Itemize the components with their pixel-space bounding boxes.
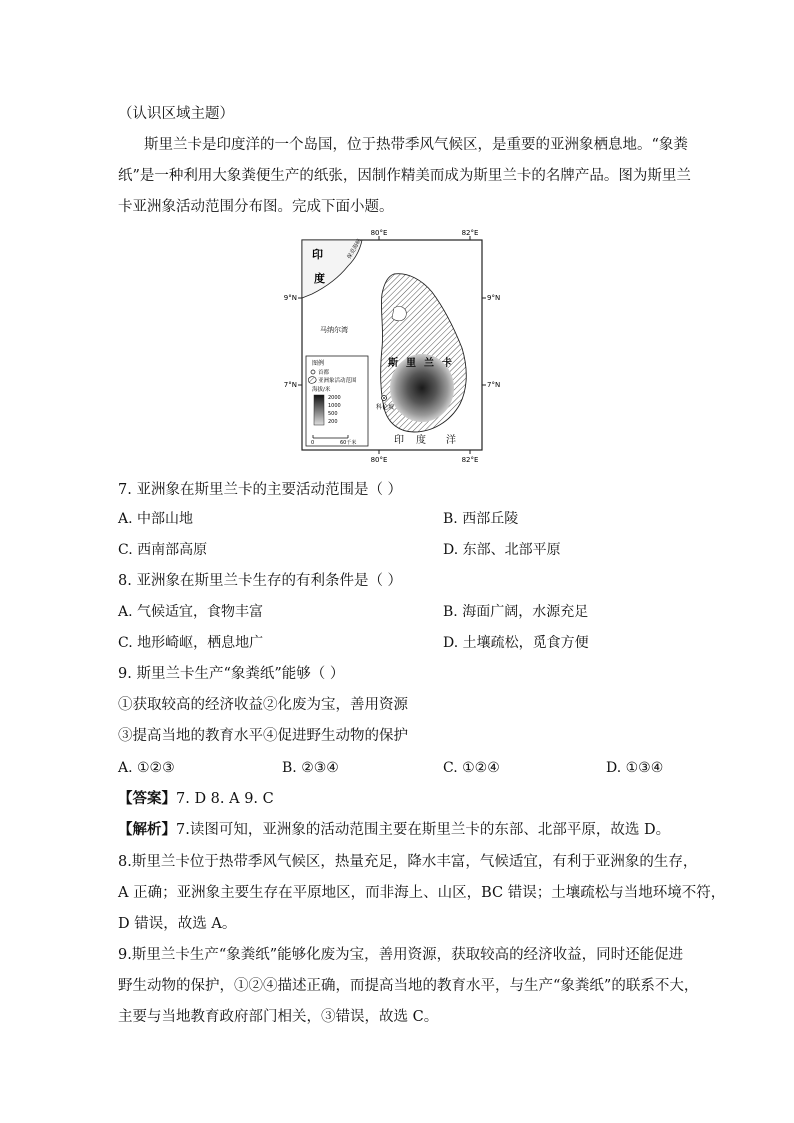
elev-200: 200: [328, 419, 338, 425]
intro-line-2: 纸”是一种利用大象粪便生产的纸张，因制作精美而成为斯里兰卡的名牌产品。图为斯里兰: [118, 168, 691, 184]
country-label-1: 斯: [388, 358, 398, 369]
q7-option-c: C. 西南部高原: [118, 542, 208, 558]
q7-stem: 7. 亚洲象在斯里兰卡的主要活动范围是（ ）: [118, 482, 403, 498]
analysis-line-7: 主要与当地教育政府部门相关，③错误，故选 C。: [118, 1009, 439, 1025]
ocean-label-2: 度: [416, 435, 426, 446]
india-label-2: 度: [314, 272, 325, 285]
elevation-scale-bar: [314, 395, 324, 425]
ocean-label-1: 印: [394, 435, 404, 446]
q8-stem: 8. 亚洲象在斯里兰卡生存的有利条件是（ ）: [118, 573, 403, 589]
analysis-line-6: 野生动物的保护，①②④描述正确，而提高当地的教育水平，与生产“象粪纸”的联系不大，: [118, 978, 699, 994]
q8-option-c: C. 地形崎岖，栖息地广: [118, 635, 264, 651]
answer-label: 【答案】: [118, 790, 176, 807]
elev-1000: 1000: [328, 403, 341, 409]
intro-line-3: 卡亚洲象活动范围分布图。完成下面小题。: [118, 199, 394, 215]
lat-label-7-right: 7°N: [487, 381, 501, 389]
answer-row: [118, 789, 274, 809]
elev-500: 500: [328, 411, 338, 417]
legend-title: 图例: [312, 360, 325, 367]
lat-label-9-left: 9°N: [283, 294, 297, 302]
analysis-line-1: 7.读图可知，亚洲象的活动范围主要在斯里兰卡的东部、北部平原，故选 D。: [176, 822, 671, 838]
map-legend: [306, 356, 368, 446]
q7-option-a: A. 中部山地: [118, 511, 194, 527]
elev-2000: 2000: [328, 395, 341, 401]
q8-option-b: B. 海面广阔，水源充足: [443, 604, 589, 620]
q9-statement-1: ①获取较高的经济收益②化废为宝，善用资源: [118, 697, 408, 713]
q9-option-b: B. ②③④: [282, 760, 339, 776]
country-label-4: 卡: [442, 358, 452, 369]
legend-capital: 首都: [318, 370, 330, 376]
q8-option-d: D. 土壤疏松，觅食方便: [443, 635, 589, 651]
scale-distance: 60千米: [340, 440, 357, 446]
lon-label-80-top: 80°E: [370, 229, 388, 237]
strait-label: 保克海峡: [346, 238, 363, 261]
non-range-pocket: [392, 306, 406, 320]
analysis-line-4: D 错误，故选 A。: [118, 916, 237, 932]
lat-label-9-right: 9°N: [487, 294, 501, 302]
ocean-label-3: 洋: [446, 435, 456, 446]
analysis-line-2: 8.斯里兰卡位于热带季风气候区，热量充足，降水丰富，气候适宜，有利于亚洲象的生存，: [118, 854, 698, 870]
legend-elev-title: 海拔/米: [312, 387, 331, 393]
scale-zero: 0: [311, 440, 315, 446]
q8-option-a: A. 气候适宜，食物丰富: [118, 604, 264, 620]
capital-label: 科伦坡: [376, 404, 395, 411]
india-label-1: 印: [312, 248, 323, 261]
analysis-line-3: A 正确；亚洲象主要生存在平原地区，而非海上、山区，BC 错误；土壤疏松与当地环境不符，: [118, 885, 726, 901]
q9-option-d: D. ①③④: [606, 760, 664, 776]
country-label-2: 里: [406, 358, 416, 369]
analysis-line-5: 9.斯里兰卡生产“象粪纸”能够化废为宝，善用资源，获取较高的经济收益，同时还能促进: [118, 947, 684, 963]
analysis-row: [118, 820, 670, 840]
lon-label-82-bottom: 82°E: [461, 456, 479, 464]
q9-option-c: C. ①②④: [443, 760, 500, 776]
q9-option-a: A. ①②③: [118, 760, 175, 776]
sri-lanka-elephant-range-map: [282, 228, 501, 466]
analysis-label: 【解析】: [118, 821, 176, 838]
intro-line-1: 斯里兰卡是印度洋的一个岛国，位于热带季风气候区，是重要的亚洲象栖息地。“象粪: [144, 137, 688, 153]
country-label-3: 兰: [424, 358, 434, 369]
topic-heading: （认识区域主题）: [118, 106, 234, 122]
lon-label-82-top: 82°E: [461, 229, 479, 237]
legend-range: 亚洲象活动范围: [318, 378, 357, 384]
lon-label-80-bottom: 80°E: [370, 456, 388, 464]
gulf-label: 马纳尔湾: [320, 326, 348, 334]
capital-legend-icon: [311, 370, 315, 374]
answer-text: 7. D 8. A 9. C: [176, 791, 274, 807]
q9-statement-2: ③提高当地的教育水平④促进野生动物的保护: [118, 728, 408, 744]
q9-stem: 9. 斯里兰卡生产“象粪纸”能够（ ）: [118, 666, 345, 682]
lat-label-7-left: 7°N: [283, 381, 297, 389]
range-legend-icon: [308, 377, 316, 384]
q7-option-b: B. 西部丘陵: [443, 511, 519, 527]
q7-option-d: D. 东部、北部平原: [443, 542, 561, 558]
